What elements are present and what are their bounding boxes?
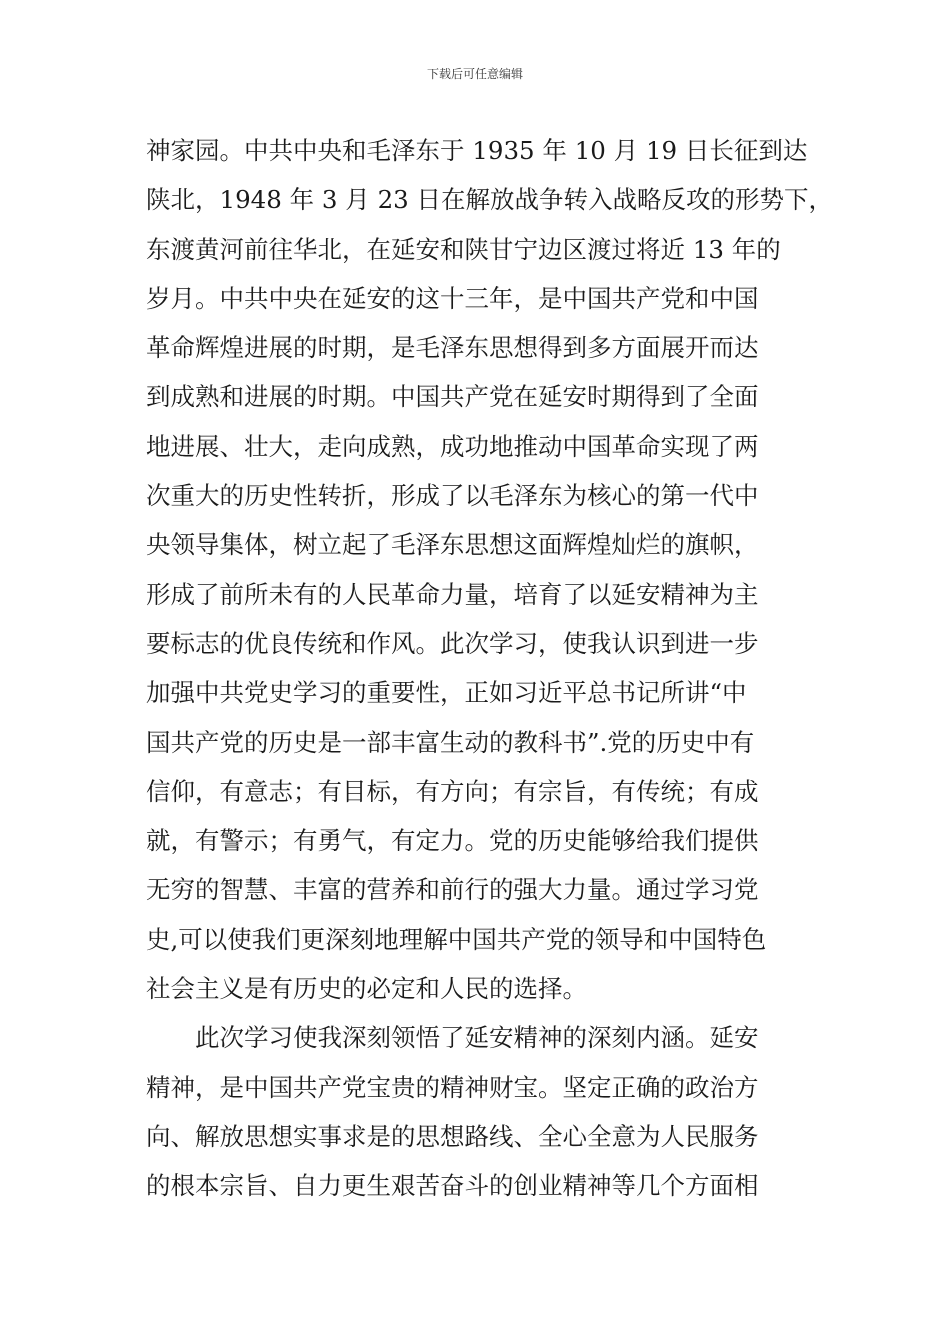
text-line: 岁月。中共中央在延安的这十三年，是中国共产党和中国 — [146, 283, 759, 313]
text-line: 次重大的历史性转折，形成了以毛泽东为核心的第一代中 — [146, 481, 759, 511]
text-line: 就，有警示；有勇气，有定力。党的历史能够给我们提供 — [146, 826, 759, 856]
text-line: 神家园。中共中央和毛泽东于 1935 年 10 月 19 日长征到达 — [146, 136, 808, 165]
text-line: 形成了前所未有的人民革命力量，培育了以延安精神为主 — [146, 579, 759, 609]
text-line: 要标志的优良传统和作风。此次学习，使我认识到进一步 — [146, 628, 759, 658]
text-line: 国共产党的历史是一部丰富生动的教科书”.党的历史中有 — [146, 727, 755, 757]
text-line: 史,可以使我们更深刻地理解中国共产党的领导和中国特色 — [146, 924, 767, 954]
text-line: 陕北，1948 年 3 月 23 日在解放战争转入战略反攻的形势下， — [146, 185, 834, 215]
text-line: 央领导集体，树立起了毛泽东思想这面辉煌灿烂的旗帜， — [146, 530, 759, 560]
page-header: 下载后可任意编辑 — [426, 67, 523, 81]
text-line: 无穷的智慧、丰富的营养和前行的强大力量。通过学习党 — [146, 875, 759, 905]
document-body — [146, 126, 834, 1211]
text-line: 向、解放思想实事求是的思想路线、全心全意为人民服务 — [146, 1121, 759, 1151]
text-line: 革命辉煌进展的时期，是毛泽东思想得到多方面展开而达 — [146, 333, 759, 363]
text-line: 加强中共党史学习的重要性，正如习近平总书记所讲“中 — [146, 678, 747, 708]
text-line: 信仰，有意志；有目标，有方向；有宗旨，有传统；有成 — [146, 776, 759, 806]
text-line: 精神，是中国共产党宝贵的精神财宝。坚定正确的政治方 — [146, 1072, 759, 1102]
text-line: 到成熟和进展的时期。中国共产党在延安时期得到了全面 — [146, 382, 759, 412]
paragraph-2 — [146, 1013, 816, 1210]
text-line: 社会主义是有历史的必定和人民的选择。 — [146, 974, 587, 1004]
text-line-first-indented: 此次学习使我深刻领悟了延安精神的深刻内涵。延安 — [195, 1023, 759, 1053]
text-line: 东渡黄河前往华北，在延安和陕甘宁边区渡过将近 13 年的 — [146, 234, 781, 264]
paragraph-1 — [146, 126, 834, 1013]
text-line: 的根本宗旨、自力更生艰苦奋斗的创业精神等几个方面相 — [146, 1171, 759, 1201]
text-line: 地进展、壮大，走向成熟，成功地推动中国革命实现了两 — [146, 431, 759, 461]
